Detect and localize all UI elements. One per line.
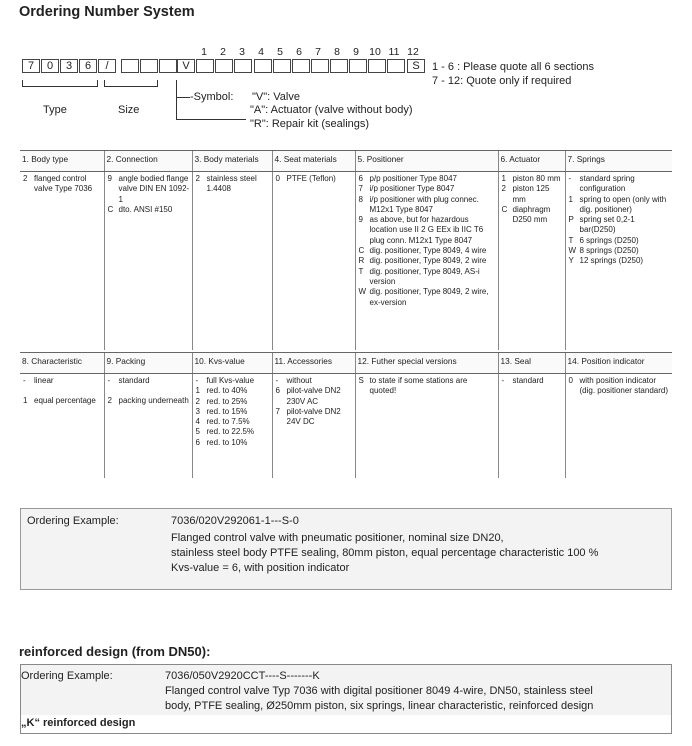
option-code: C — [501, 204, 508, 214]
position-number: 11 — [388, 46, 400, 58]
option-code: 2 — [107, 396, 112, 406]
option-code: W — [358, 287, 367, 297]
code-box — [254, 59, 272, 73]
column-header: 6. Actuator — [498, 151, 565, 172]
option-item — [568, 174, 671, 195]
option-code: R — [358, 256, 365, 266]
option-text: to state if some stations are quoted! — [369, 376, 468, 396]
column-header: 14. Position indicator — [565, 353, 672, 374]
example-footer: „K“ reinforced design — [21, 717, 136, 729]
option-code: - — [568, 174, 572, 183]
code-box — [368, 59, 386, 73]
column-header: 13. Seal — [498, 353, 565, 374]
column-header: 5. Positioner — [355, 151, 498, 172]
position-numbers — [20, 46, 420, 57]
option-text: spring set 0,2-1 bar(D250) — [579, 215, 635, 235]
option-item — [22, 174, 102, 195]
option-code: 1 — [568, 194, 573, 204]
option-text: 6 springs (D250) — [579, 235, 639, 245]
example-code: 7036/020V292061-1---S-0 — [171, 515, 299, 527]
column-header: 3. Body materials — [192, 151, 272, 172]
symbol-line — [176, 80, 177, 120]
size-label: Size — [118, 104, 140, 116]
option-item — [195, 417, 270, 427]
option-code: 9 — [358, 215, 363, 225]
code-box: 0 — [41, 59, 59, 73]
option-code: - — [275, 376, 279, 385]
option-item — [358, 256, 496, 266]
option-item — [568, 236, 671, 246]
option-item — [195, 397, 270, 407]
option-code: 6 — [358, 174, 363, 183]
option-item — [358, 215, 496, 246]
option-code: - — [23, 376, 26, 385]
option-text: standard spring configuration — [579, 174, 635, 194]
option-code: S — [358, 376, 364, 385]
option-item — [568, 195, 671, 216]
example-line: Kvs-value = 6, with position indicator — [171, 562, 350, 574]
reinforced-title: reinforced design (from DN50): — [19, 644, 211, 659]
example-line: Flanged control valve Typ 7036 with digital positioner 8049 4-wire, DN50, stainless steel — [165, 685, 593, 697]
option-item — [358, 195, 496, 216]
option-item — [358, 184, 496, 194]
options-table-1 — [20, 150, 672, 350]
option-text: dig. positioner, Type 8049, 4 wire — [369, 246, 487, 256]
option-code: Y — [568, 256, 574, 266]
code-box — [349, 59, 367, 73]
option-code: 1 — [195, 386, 200, 396]
option-text: piston 125 mm — [512, 184, 550, 204]
example-line: Flanged control valve with pneumatic positioner, nominal size DN20, — [171, 532, 504, 544]
option-item — [195, 386, 270, 396]
option-text: i/p positioner Type 8047 — [369, 184, 455, 194]
option-item — [358, 246, 496, 256]
option-text: as above, but for hazardous location use II 2 G EEx ib IIC T6 plug conn. M12x1 Type 8047 — [369, 215, 484, 245]
note-1: 1 - 6 : Please quote all 6 sections — [432, 61, 595, 73]
option-item — [568, 376, 671, 397]
option-item — [568, 215, 671, 236]
option-code: 7 — [275, 406, 280, 416]
type-brace — [22, 80, 98, 87]
option-code: C — [358, 246, 365, 256]
page-title: Ordering Number System — [19, 4, 195, 20]
option-code: 8 — [358, 194, 363, 204]
symbol-label: -Symbol: — [190, 91, 234, 103]
option-text: i/p positioner with plug connec. M12x1 Type 8047 — [369, 194, 479, 214]
option-code: T — [358, 266, 364, 276]
option-code: - — [501, 376, 505, 385]
option-item — [195, 438, 270, 448]
option-text: red. to 7.5% — [206, 417, 250, 427]
option-code: 2 — [195, 174, 200, 183]
position-number: 5 — [277, 46, 283, 58]
option-item — [358, 376, 496, 397]
option-text: linear — [34, 376, 54, 385]
position-number: 12 — [407, 46, 419, 58]
option-item — [195, 427, 270, 437]
option-text: dig. positioner, Type 8049, 2 wire, ex-version — [369, 287, 489, 307]
option-code: P — [568, 215, 574, 225]
position-number: 6 — [296, 46, 302, 58]
option-item — [501, 184, 563, 205]
option-item — [501, 205, 563, 226]
position-number: 7 — [315, 46, 321, 58]
code-box: / — [98, 59, 116, 73]
option-code: 6 — [195, 437, 200, 447]
option-item — [275, 174, 353, 184]
option-text: p/p positioner Type 8047 — [369, 174, 457, 183]
option-code: 2 — [501, 184, 506, 194]
option-text: dig. positioner, Type 8049, AS-i version — [369, 266, 480, 286]
code-box — [292, 59, 310, 73]
option-code: T — [568, 235, 574, 245]
option-item — [275, 407, 353, 428]
option-text: red. to 10% — [206, 437, 248, 447]
column-header: 7. Springs — [565, 151, 672, 172]
option-item — [275, 386, 353, 407]
option-item — [195, 174, 270, 195]
option-code: 7 — [358, 184, 363, 194]
option-item — [358, 267, 496, 288]
option-text: full Kvs-value — [206, 376, 255, 385]
option-text: red. to 22.5% — [206, 427, 255, 437]
code-box: 7 — [22, 59, 40, 73]
option-text: standard — [512, 376, 544, 385]
option-code: 1 — [23, 396, 28, 406]
code-box — [234, 59, 252, 73]
option-item — [358, 287, 496, 308]
option-text: flanged control valve Type 7036 — [34, 174, 93, 194]
option-text: piston 80 mm — [512, 174, 561, 183]
code-box — [121, 59, 139, 73]
option-text: without — [286, 376, 312, 385]
option-item — [107, 174, 190, 205]
code-box — [196, 59, 214, 73]
option-text: angle bodied flange valve DIN EN 1092-1 — [118, 174, 190, 204]
option-item — [358, 174, 496, 184]
option-code: 6 — [275, 386, 280, 396]
column-header: 10. Kvs-value — [192, 353, 272, 374]
option-text: standard — [118, 376, 150, 385]
example-line: stainless steel body PTFE sealing, 80mm piston, equal percentage characteristic 100 % — [171, 547, 599, 559]
option-item — [501, 376, 563, 386]
position-number: 8 — [334, 46, 340, 58]
option-item — [22, 396, 102, 406]
column-header: 11. Accessories — [272, 353, 355, 374]
option-text: dto. ANSI #150 — [118, 204, 173, 214]
position-number: 1 — [201, 46, 207, 58]
option-code: - — [107, 376, 111, 385]
code-box: S — [407, 59, 425, 73]
ordering-example-1 — [20, 508, 672, 590]
position-number: 9 — [353, 46, 359, 58]
symbol-a: "A": Actuator (valve without body) — [250, 104, 413, 116]
code-box — [215, 59, 233, 73]
code-box: 6 — [79, 59, 97, 73]
option-code: 0 — [275, 174, 280, 183]
option-code: 2 — [195, 396, 200, 406]
option-text: 12 springs (D250) — [579, 256, 644, 266]
code-box — [330, 59, 348, 73]
position-number: 2 — [220, 46, 226, 58]
option-text: stainless steel 1.4408 — [206, 174, 257, 194]
option-code: 1 — [501, 174, 506, 183]
option-code: 5 — [195, 427, 200, 437]
option-item — [107, 205, 190, 215]
column-header: 9. Packing — [104, 353, 192, 374]
code-box: V — [177, 59, 195, 73]
example-line: body, PTFE sealing, Ø250mm piston, six springs, linear characteristic, reinforced design — [165, 700, 594, 712]
option-text: pilot-valve DN2 230V AC — [286, 386, 341, 406]
option-text: with position indicator (dig. positioner standard) — [579, 376, 668, 396]
option-item — [22, 376, 102, 386]
option-item — [107, 396, 190, 406]
column-header: 2. Connection — [104, 151, 192, 172]
option-item — [195, 376, 270, 386]
code-box — [159, 59, 177, 73]
column-header: 12. Futher special versions — [355, 353, 498, 374]
type-label: Type — [43, 104, 67, 116]
symbol-r: "R": Repair kit (sealings) — [250, 118, 370, 130]
option-text: PTFE (Teflon) — [286, 174, 336, 183]
example-label: Ordering Example: — [27, 515, 119, 527]
code-box — [140, 59, 158, 73]
option-item — [275, 376, 353, 386]
code-box — [311, 59, 329, 73]
example-code: 7036/050V2920CCT----S-------K — [165, 670, 320, 682]
option-text: spring to open (only with dig. positioner) — [579, 194, 667, 214]
option-text: diaphragm D250 mm — [512, 204, 551, 225]
column-header: 4. Seat materials — [272, 151, 355, 172]
option-code: 9 — [107, 174, 112, 183]
option-text: packing underneath — [118, 396, 189, 406]
option-item — [568, 256, 671, 266]
column-header: 8. Characteristic — [20, 353, 104, 374]
option-code: 4 — [195, 417, 200, 427]
code-box — [273, 59, 291, 73]
option-text: red. to 40% — [206, 386, 248, 396]
ordering-example-2 — [20, 664, 672, 734]
option-code: C — [107, 204, 114, 214]
note-2: 7 - 12: Quote only if required — [432, 75, 572, 87]
option-text: red. to 15% — [206, 406, 248, 416]
option-item — [501, 174, 563, 184]
symbol-v: "V": Valve — [252, 91, 300, 103]
position-number: 4 — [258, 46, 264, 58]
option-item — [107, 376, 190, 386]
position-number: 3 — [239, 46, 245, 58]
size-brace — [104, 80, 158, 87]
example-label: Ordering Example: — [21, 670, 113, 682]
option-text: dig. positioner, Type 8049, 2 wire — [369, 256, 487, 266]
option-item — [568, 246, 671, 256]
column-header: 1. Body type — [20, 151, 104, 172]
option-code: 2 — [23, 174, 28, 183]
code-box: 3 — [60, 59, 78, 73]
option-code: - — [195, 376, 199, 385]
position-number: 10 — [369, 46, 381, 58]
code-box — [387, 59, 405, 73]
options-table-2 — [20, 352, 672, 478]
option-text: red. to 25% — [206, 396, 248, 406]
option-code: W — [568, 246, 577, 256]
option-code: 0 — [568, 376, 573, 385]
option-text: equal percentage — [34, 396, 96, 406]
option-code: 3 — [195, 406, 200, 416]
option-item — [195, 407, 270, 417]
option-text: pilot-valve DN2 24V DC — [286, 406, 341, 427]
option-text: 8 springs (D250) — [579, 246, 639, 256]
